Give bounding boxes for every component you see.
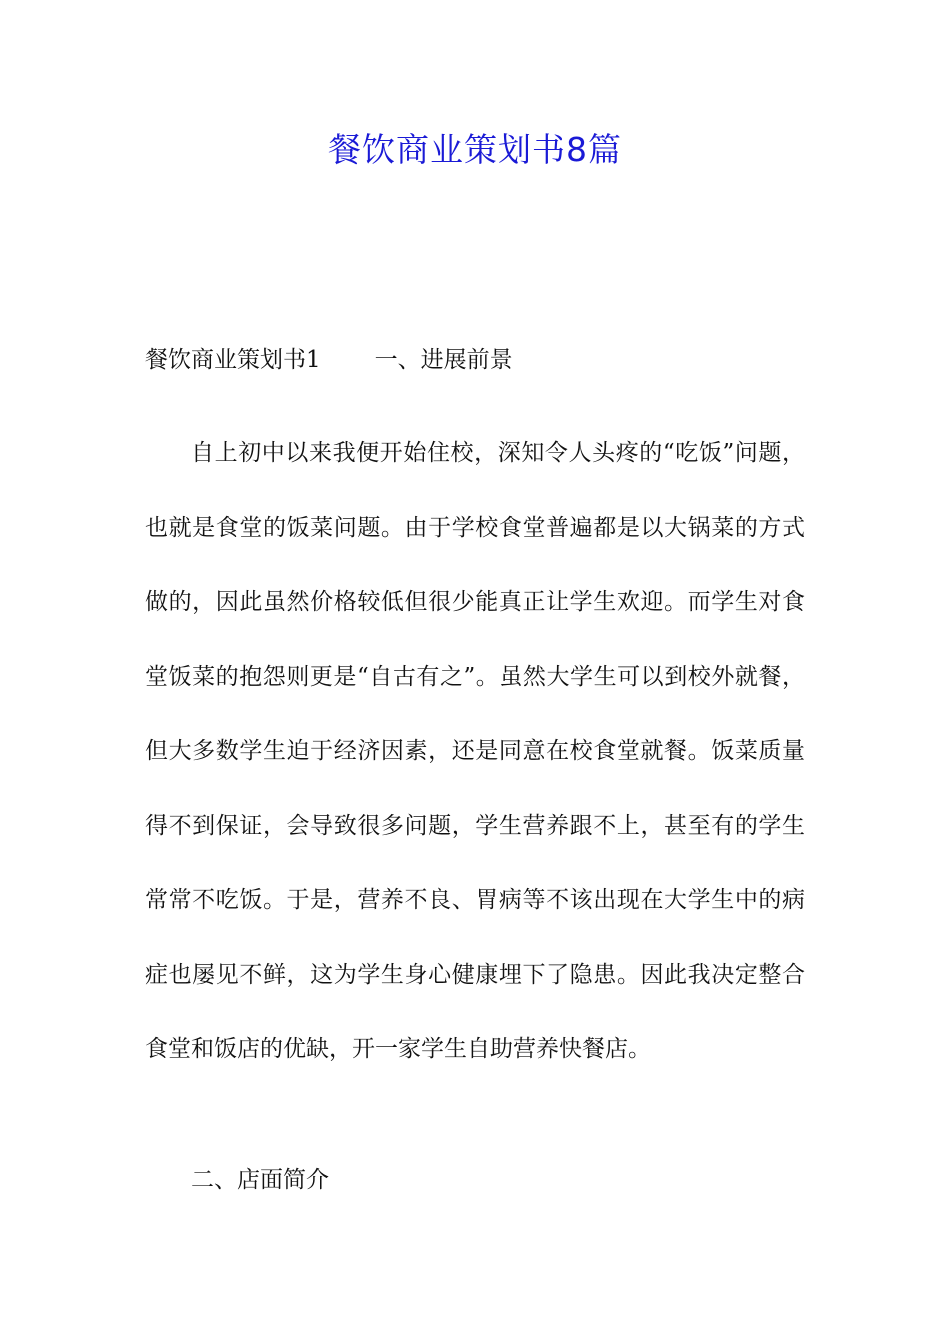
section-heading-1: 一、进展前景	[374, 347, 513, 373]
document-title: 餐饮商业策划书8篇	[328, 130, 622, 169]
section-heading-2: 二、店面简介	[191, 1167, 329, 1193]
body-paragraph-1: 自上初中以来我便开始住校，深知令人头疼的“吃饭”问题，也就是食堂的饭菜问题。由于学校食堂普遍都是以大锅菜的方式做的，因此虽然价格较低但很少能真正让学生欢迎。而学生对食堂饭菜的抱怨则更是“自古有之”。虽然大学生可以到校外就餐，但大多数学生迫于经济因素，还是同意在校食堂就餐。饭菜质量得不到保证，会导致很多问题，学生营养跟不上，甚至有的学生常常不吃饭。于是，营养不良、胃病等不该出现在大学生中的病症也屡见不鲜，这为学生身心健康埋下了隐患。因此我决定整合食堂和饭店的优缺，开一家学生自助营养快餐店。	[145, 440, 805, 1062]
section-intro-line	[145, 342, 513, 378]
plan-label: 餐饮商业策划书1	[145, 347, 321, 373]
